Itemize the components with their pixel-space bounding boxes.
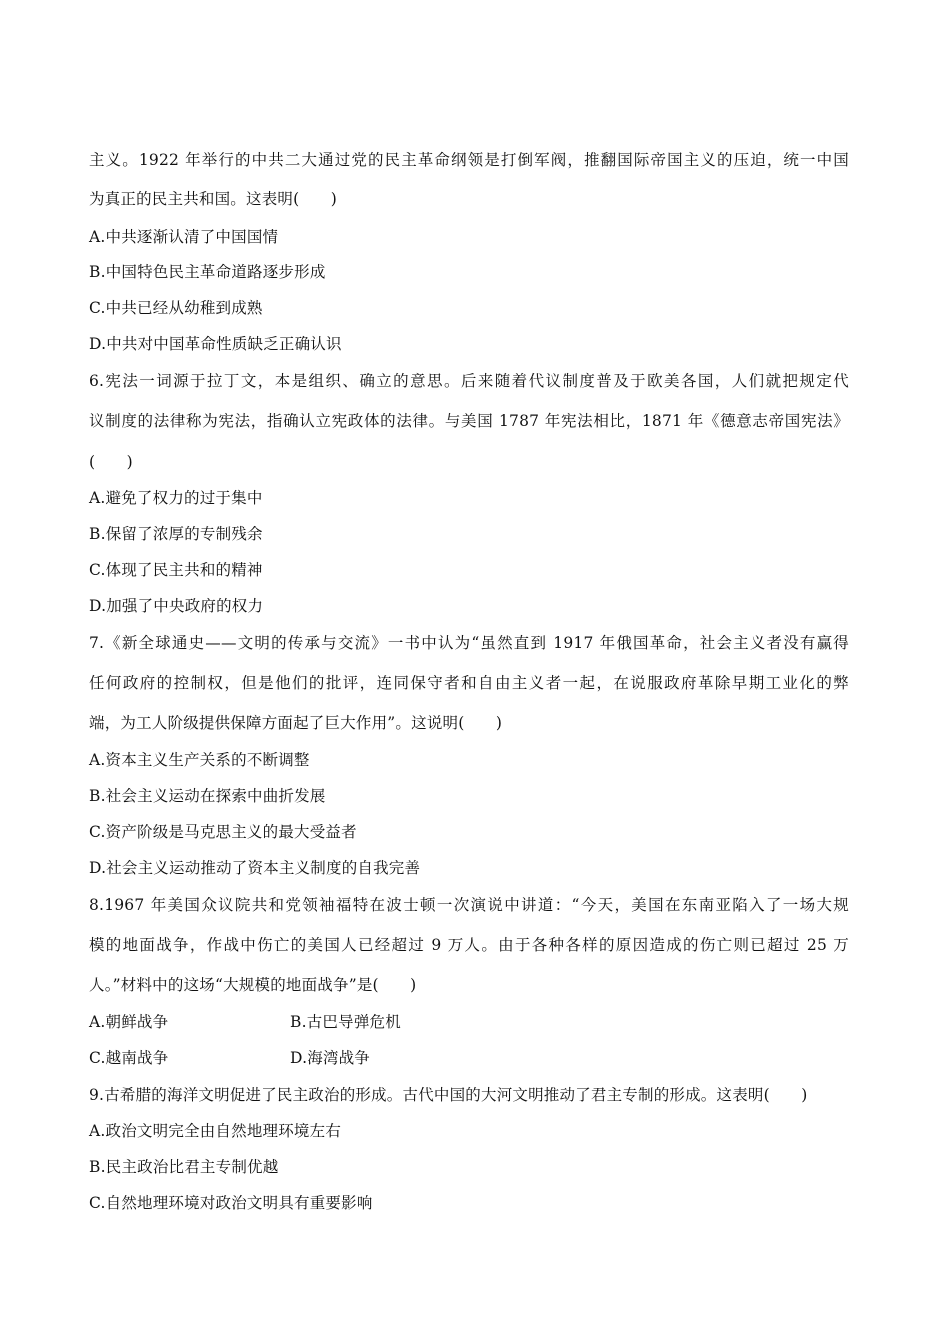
q8-stem-line-1: 8.1967 年美国众议院共和党领袖福特在波士顿一次演说中讲道：“今天，美国在东南亚陷入了一场大规 bbox=[89, 896, 849, 914]
q8-option-d: D.海湾战争 bbox=[290, 1049, 371, 1067]
q6-stem-line-2: 议制度的法律称为宪法，指确认立宪政体的法律。与美国 1787 年宪法相比，1871 年《德意志帝国宪法》 bbox=[89, 412, 849, 430]
q6-option-b: B.保留了浓厚的专制残余 bbox=[89, 525, 263, 543]
q7-stem-line-1: 7.《新全球通史——文明的传承与交流》一书中认为“虽然直到 1917 年俄国革命，社会主义者没有赢得 bbox=[89, 634, 849, 652]
q8-option-c: C.越南战争 bbox=[89, 1049, 169, 1067]
q6-option-a: A.避免了权力的过于集中 bbox=[89, 489, 263, 507]
q8-stem-line-2: 模的地面战争，作战中伤亡的美国人已经超过 9 万人。由于各种各样的原因造成的伤亡则已超过 25 万 bbox=[89, 936, 849, 954]
q6-stem-line-1: 6.宪法一词源于拉丁文，本是组织、确立的意思。后来随着代议制度普及于欧美各国，人们就把规定代 bbox=[89, 372, 849, 390]
q5-option-c: C.中共已经从幼稚到成熟 bbox=[89, 299, 263, 317]
q9-stem-line-1: 9.古希腊的海洋文明促进了民主政治的形成。古代中国的大河文明推动了君主专制的形成。这表明( ) bbox=[89, 1086, 808, 1104]
q6-option-d: D.加强了中央政府的权力 bbox=[89, 597, 264, 615]
q9-option-c: C.自然地理环境对政治文明具有重要影响 bbox=[89, 1194, 373, 1212]
q9-option-b: B.民主政治比君主专制优越 bbox=[89, 1158, 279, 1176]
q8-option-b: B.古巴导弹危机 bbox=[290, 1013, 401, 1031]
q6-stem-line-3: ( ) bbox=[89, 453, 133, 471]
q5-option-b: B.中国特色民主革命道路逐步形成 bbox=[89, 263, 326, 281]
q7-stem-line-3: 端，为工人阶级提供保障方面起了巨大作用”。这说明( ) bbox=[89, 714, 503, 732]
q7-option-c: C.资产阶级是马克思主义的最大受益者 bbox=[89, 823, 357, 841]
q5-option-d: D.中共对中国革命性质缺乏正确认识 bbox=[89, 335, 342, 353]
q9-option-a: A.政治文明完全由自然地理环境左右 bbox=[89, 1122, 342, 1140]
q7-stem-line-2: 任何政府的控制权，但是他们的批评，连同保守者和自由主义者一起，在说服政府革除早期工业化的弊 bbox=[89, 674, 849, 692]
q7-option-a: A.资本主义生产关系的不断调整 bbox=[89, 751, 310, 769]
q5-stem-line-2: 为真正的民主共和国。这表明( ) bbox=[89, 190, 337, 208]
q8-stem-line-3: 人。”材料中的这场“大规模的地面战争”是( ) bbox=[89, 976, 417, 994]
q5-stem-line-1: 主义。1922 年举行的中共二大通过党的民主革命纲领是打倒军阀，推翻国际帝国主义的压迫，统一中国 bbox=[89, 151, 849, 169]
q6-option-c: C.体现了民主共和的精神 bbox=[89, 561, 263, 579]
q7-option-b: B.社会主义运动在探索中曲折发展 bbox=[89, 787, 326, 805]
q8-option-a: A.朝鲜战争 bbox=[89, 1013, 169, 1031]
q5-option-a: A.中共逐渐认清了中国国情 bbox=[89, 228, 279, 246]
q7-option-d: D.社会主义运动推动了资本主义制度的自我完善 bbox=[89, 859, 421, 877]
